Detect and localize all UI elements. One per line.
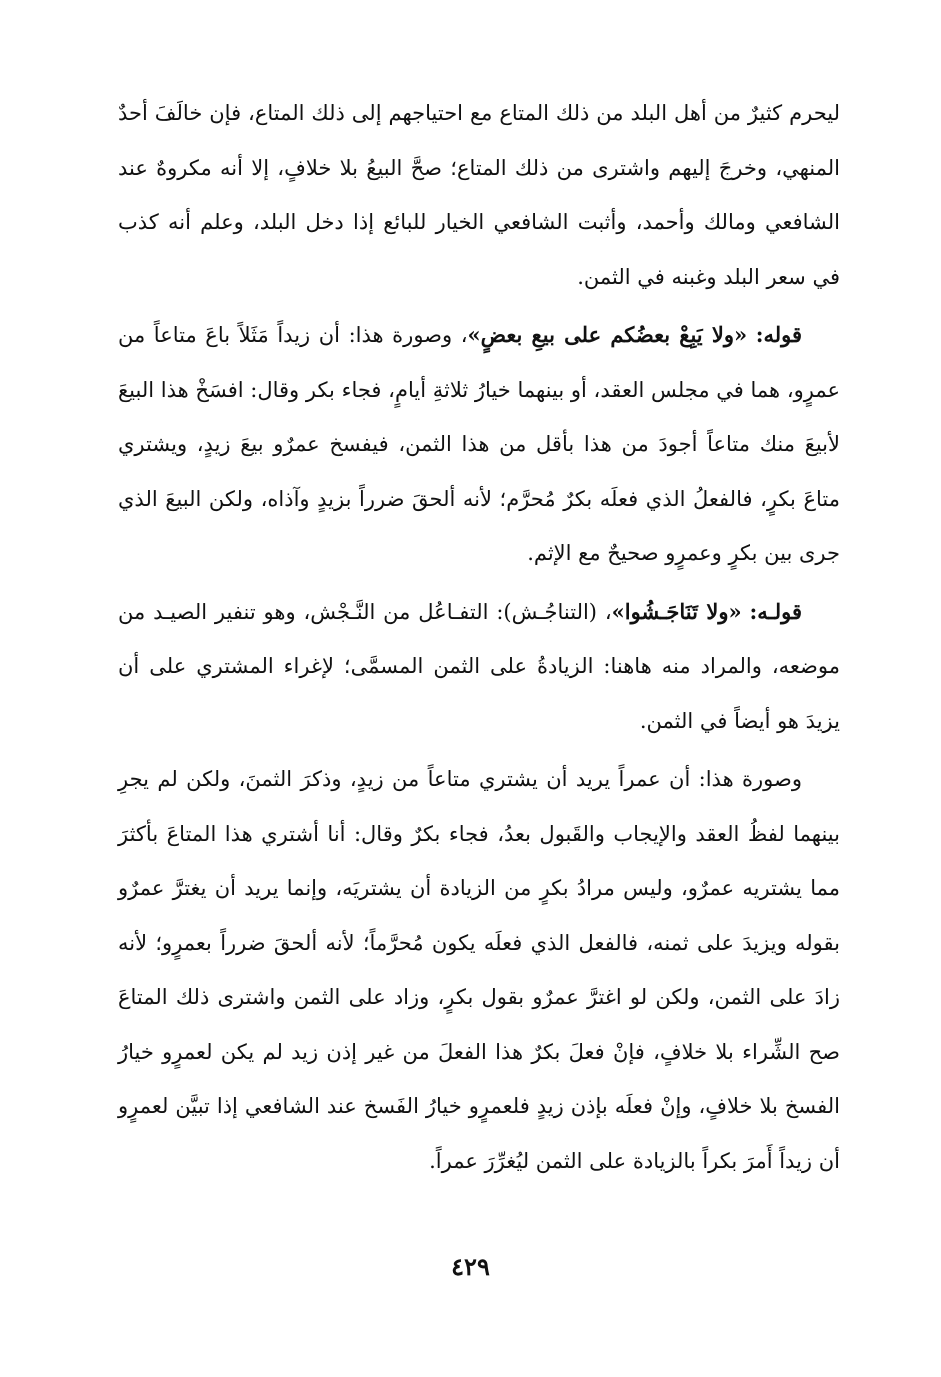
- page-number: ٤٢٩: [451, 1252, 490, 1281]
- paragraph-4: وصورة هذا: أن عمراً يريد أن يشتري متاعاً من زيدٍ، وذكرَ الثمنَ، ولكن لم يجرِ بينهما لفظُ العقد والإيجاب والقَبول بعدُ، فجاء بكرٌ وقال: أنا أشتري هذا المتاعَ بأكثرَ مما يشتريه عمرٌو، وليس مرادُ بكرٍ من الزيادة أن يشتريَه، وإنما يريد أن يغترَّ عمرٌو بقوله ويزيدَ على ثمنه، فالفعل الذي فعلَه يكون مُحرَّماً؛ لأنه ألحقَ ضرراً بعمرٍو؛ لأنه زادَ على الثمن، ولكن لو اغترَّ عمرٌو بقول بكرٍ، وزاد على الثمن واشترى ذلك المتاعَ صح الشِّراء بلا خلافٍ، فإنْ فعلَ بكرٌ هذا الفعلَ من غير إذن زيد لم يكن لعمرٍو خيارُ الفسخ بلا خلافٍ، وإنْ فعلَه بإذن زيدٍ فلعمرٍو خيارُ الفَسخ عند الشافعي إذا تبيَّن لعمرٍو أن زيداً أَمرَ بكراً بالزيادة على الثمن ليُغرِّرَ عمراً.: [118, 767, 840, 1173]
- paragraph-3: [118, 585, 840, 749]
- paragraph-2-label: قوله:: [755, 322, 802, 347]
- paragraph-1: ليحرم كثيرٌ من أهل البلد من ذلك المتاع مع احتياجهم إلى ذلك المتاع، فإن خالَفَ أحدٌ المنهي، وخرجَ إليهم واشترى من ذلك المتاع؛ صحَّ البيعُ بلا خلافٍ، إلا أنه مكروهٌ عند الشافعي ومالك وأحمد، وأثبت الشافعي الخيار للبائع إذا دخل البلد، وعلم أنه كذب في سعر البلد وغبنه في الثمن.: [118, 101, 840, 289]
- page-body: [118, 86, 840, 1188]
- paragraph-2-text: ، وصورة هذا: أن زيداً مَثَلاً باعَ متاعاً من عمرٍو، هما في مجلس العقد، أو بينهما خيارُ ثلاثةِ أيامٍ، فجاء بكر وقال: افسَخْ هذا البيعَ لأبيعَ منك متاعاً أجودَ من هذا بأقل من هذا الثمن، فيفسخ عمرٌو بيعَ زيدٍ، ويشتري متاعَ بكرٍ، فالفعلُ الذي فعلَه بكرٌ مُحرَّم؛ لأنه ألحقَ ضرراً بزيدٍ وآذاه، ولكن البيعَ الذي جرى بين بكرٍ وعمرٍو صحيحٌ مع الإثم.: [118, 323, 840, 565]
- paragraph-3-text: ، (التناجُـش): التفـاعُل من النَّـجْش، وهو تنفير الصيـد من موضعه، والمراد منه هاهنا: الزيادةُ على الثمن المسمَّى؛ لإغراء المشتري على أن يزيدَ هو أيضاً في الثمن.: [118, 599, 840, 733]
- paragraph-2-hadith-quote: «ولا يَبِعْ بعضُكم على بيعِ بعضٍ»: [467, 322, 748, 347]
- paragraph-2: [118, 308, 840, 581]
- paragraph-3-label: قولـه:: [749, 598, 802, 624]
- paragraph-3-hadith-quote: «ولا تَنَاجَـشُوا»: [611, 598, 742, 624]
